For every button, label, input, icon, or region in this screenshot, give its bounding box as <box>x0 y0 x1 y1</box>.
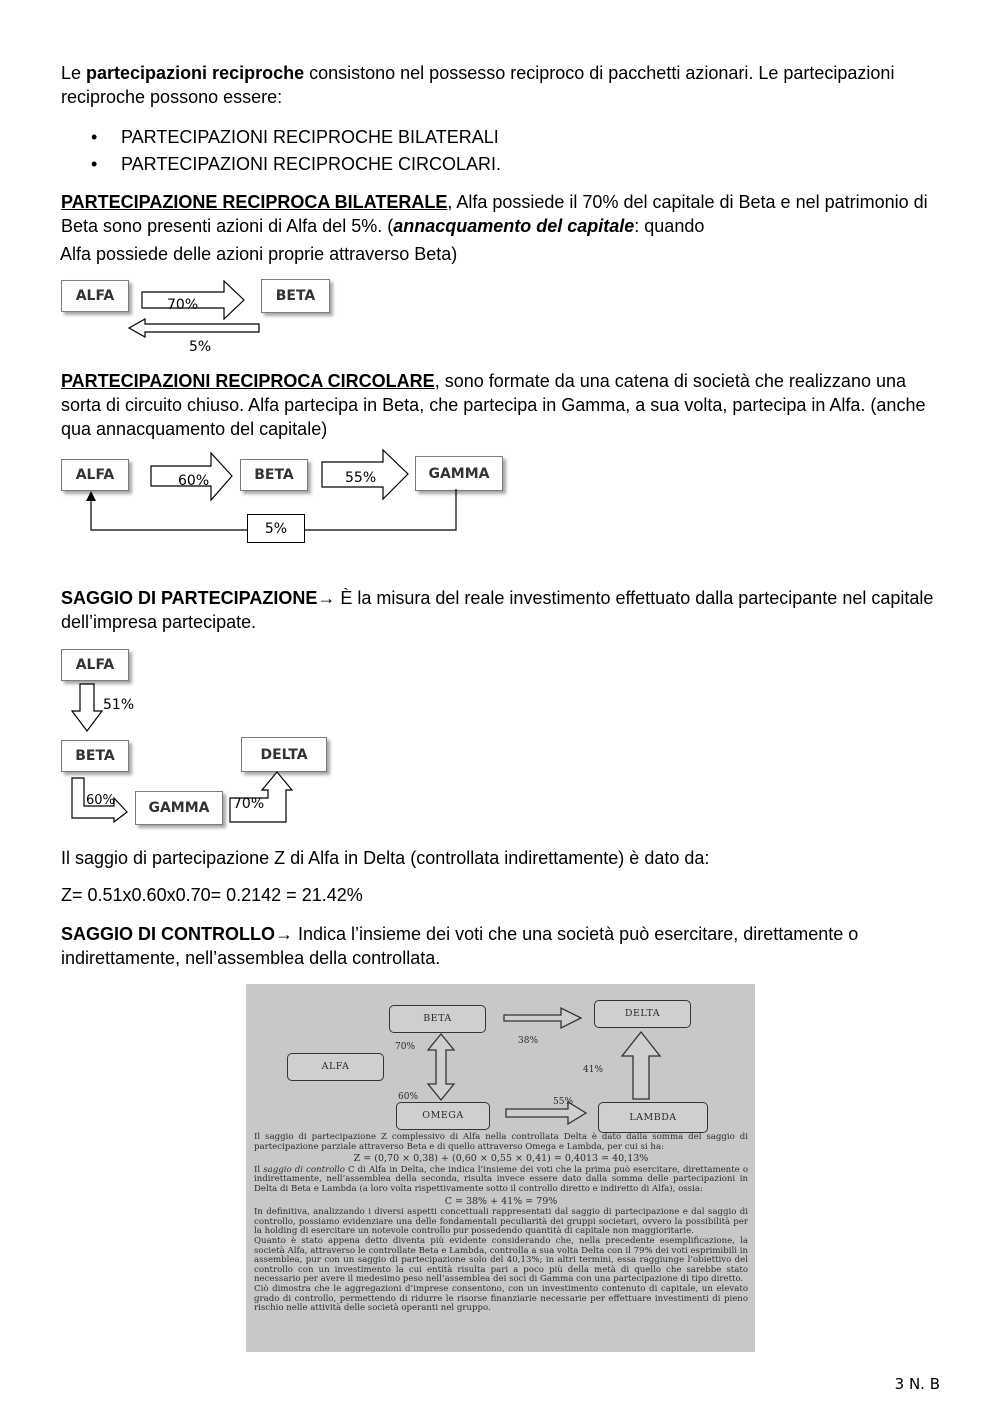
scan-formula: Z = (0,70 × 0,38) + (0,60 × 0,55 × 0,41) = 0,4013 = 40,13% <box>353 1153 649 1165</box>
scan-label: 60% <box>398 1092 419 1102</box>
omega-box: OMEGA <box>396 1102 490 1130</box>
scan-text <box>254 1133 748 1314</box>
bullet-text: PARTECIPAZIONI RECIPROCHE CIRCOLARI. <box>121 154 502 174</box>
alfa-box: ALFA <box>287 1053 384 1081</box>
arrow-icon: → <box>275 924 293 944</box>
scan-paragraph: Ciò dimostra che le aggregazioni d’imprese consentono, con un investimento contenuto di capitale, un elevato grado di controllo, permettendo di ridurre le risorse finanziarie necessarie per effettuare investimenti di pieno rischio nelle attività delle società operanti nel gruppo. <box>254 1283 748 1314</box>
bilateral-text1: , Alfa possiede il 70% del capitale di Beta e nel patrimonio di Beta sono presenti azioni di Alfa del 5%. ( <box>61 192 928 236</box>
scan-label: 41% <box>583 1065 604 1075</box>
circular-heading: PARTECIPAZIONI RECIPROCA CIRCOLARE <box>61 371 435 391</box>
scan-formula: C = 38% + 41% = 79% <box>444 1195 558 1207</box>
bullet-dot: • <box>91 154 98 174</box>
list-item <box>61 152 501 179</box>
scan-text-run: C di Alfa in Delta, che indica l’insieme dei voti che la prima può esercitare, direttamente o indirettamente, nell’assemblea della seconda, risulta invece essere dato dalla somma delle partecipazioni in Delta di Beta e Lambda (a loro volta rispettivamente sotto il controllo diretto e indiretto di Alfa), ossia: <box>254 1164 748 1194</box>
list-item <box>61 125 501 152</box>
beta-box: BETA <box>261 279 330 313</box>
intro-post: consistono nel possesso reciproco di pacchetti azionari. Le partecipazioni reciproche possono essere: <box>61 63 895 107</box>
intro-bold-term: partecipazioni reciproche <box>86 63 305 83</box>
bilateral-text2: : quando <box>634 216 705 236</box>
intro-paragraph <box>61 61 941 109</box>
scan-text-run: saggio di controllo <box>263 1164 345 1175</box>
arrow-down-icon <box>71 683 103 733</box>
arrow-label: 55% <box>345 470 377 486</box>
lambda-box: LAMBDA <box>598 1102 708 1133</box>
alfa-box: ALFA <box>61 280 129 312</box>
arrow-label: 70% <box>233 796 265 812</box>
saggio-partecipazione-text: È la misura del reale investimento effettuato dalla partecipante nel capitale dell’impresa partecipate. <box>61 588 934 632</box>
bullet-list <box>61 125 501 179</box>
bullet-dot: • <box>91 127 98 147</box>
arrow-label: 60% <box>178 473 210 489</box>
alfa-box: ALFA <box>61 649 129 681</box>
saggio-controllo-text: Indica l’insieme dei voti che una società può esercitare, direttamente o indirettamente, nell’assemblea della controllata. <box>61 924 859 968</box>
scan-paragraph: In definitiva, analizzando i diversi aspetti concettuali rappresentati dal saggio di partecipazione e dal saggio di controllo, possiamo evidenziare una delle fondamentali peculiarità dei gruppi societari, ovvero la possibilità per la holding di esercitare un notevole controllo pur possedendo quantità di capitale non maggioritarie. <box>254 1207 748 1237</box>
delta-box: DELTA <box>594 1000 691 1028</box>
scan-arrows <box>246 984 755 1134</box>
intro-pre: Le <box>61 63 87 83</box>
gamma-box: GAMMA <box>415 456 503 491</box>
saggio-controllo-paragraph <box>61 922 941 970</box>
arrow-label: 60% <box>86 793 115 808</box>
circular-paragraph <box>61 369 941 441</box>
scan-label: 70% <box>395 1042 416 1052</box>
bilateral-line3: Alfa possiede delle azioni proprie attraverso Beta) <box>60 244 458 264</box>
saggio-partecipazione-paragraph <box>61 586 941 634</box>
gamma-box: GAMMA <box>135 791 223 825</box>
arrow-label: 51% <box>103 697 135 713</box>
saggio-partecipazione-heading: SAGGIO DI PARTECIPAZIONE <box>61 588 318 608</box>
saggio-formula: Z= 0.51x0.60x0.70= 0.2142 = 21.42% <box>61 885 363 905</box>
alfa-box: ALFA <box>61 459 129 491</box>
scan-paragraph <box>254 1166 748 1195</box>
bilateral-paragraph <box>61 190 941 238</box>
circular-text: , sono formate da una catena di società che realizzano una sorta di circuito chiuso. Alfa partecipa in Beta, che partecipa in Gamma, a sua volta, partecipa in Alfa. (anche qua annacquamento del capitale) <box>61 371 926 439</box>
scan-label: 38% <box>518 1036 539 1046</box>
scan-paragraph: Quanto è stato appena detto diventa più evidente considerando che, nella precedente esemplificazione, la società Alfa, attraverso le controllate Beta e Lambda, controlla a sua volta Delta con il 79% dei voti esprimibili in assemblea, pur con un saggio di partecipazione solo del 40,13%; in altri termini, essa raggiunge l’obiettivo del controllo con un investimento la cui entità risulta pari a poco più della metà di quello che sarebbe stato necessario per avere il medesimo peso nell’assemblea dei soci di Gamma con una partecipazione di tipo diretto. <box>254 1235 748 1285</box>
saggio-sentence: Il saggio di partecipazione Z di Alfa in Delta (controllata indirettamente) è dato da: <box>61 848 710 868</box>
return-label: 5% <box>247 514 305 543</box>
arrow-label: 70% <box>167 297 199 313</box>
bilateral-emphasis: annacquamento del capitale <box>393 216 635 236</box>
arrow-icon: → <box>317 588 336 608</box>
bilateral-heading: PARTECIPAZIONE RECIPROCA BILATERALE <box>61 192 448 212</box>
beta-box: BETA <box>389 1005 486 1033</box>
page-number: 3 N. B <box>894 1375 940 1393</box>
scan-label: 55% <box>553 1097 574 1107</box>
delta-box: DELTA <box>241 737 327 772</box>
scan-paragraph: Il saggio di partecipazione Z complessivo di Alfa nella controllata Delta è dato dalla somma del saggio di partecipazione parziale attraverso Beta e di quello attraverso Omega e Lambda, per cui si ha: <box>254 1132 748 1152</box>
beta-box: BETA <box>240 459 308 491</box>
beta-box: BETA <box>61 740 129 772</box>
scanned-textbook-image <box>246 984 755 1352</box>
saggio-controllo-heading: SAGGIO DI CONTROLLO <box>61 924 275 944</box>
arrow-label: 5% <box>189 339 212 355</box>
bullet-text: PARTECIPAZIONI RECIPROCHE BILATERALI <box>121 127 499 147</box>
scan-text-run: Il <box>254 1164 264 1175</box>
